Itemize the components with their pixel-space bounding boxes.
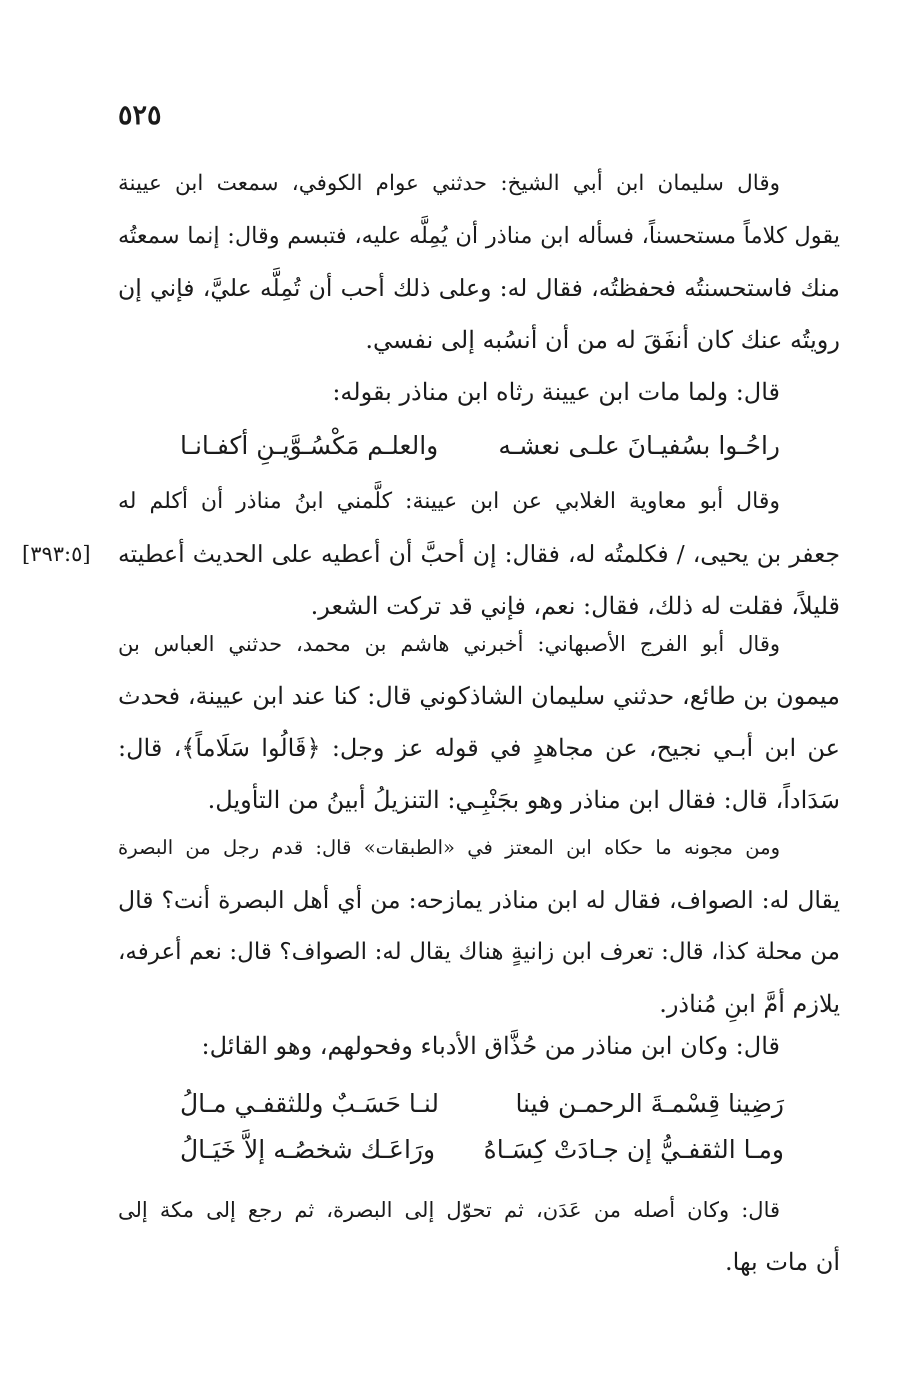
verse-hemistich: رَضِينا قِسْمـةَ الرحمـن فينا [515, 1089, 784, 1118]
text-line: ميمون بن طائع، حدثني سليمان الشاذكوني قال: كنا عند ابن عيينة، فحدث [118, 682, 840, 710]
verse-hemistich: ورَاعَـك شخصُـه إلاَّ خَيَـالُ [180, 1135, 436, 1164]
text-line: من محلة كذا، قال: تعرف ابن زانيةٍ هناك يقال له: الصواف؟ قال: نعم أعرفه، [118, 939, 840, 965]
paragraph-mujun [118, 822, 840, 1030]
verse-hemistich: راحُـوا بسُفيـانَ علـى نعشـه [498, 431, 780, 460]
verse-hemistich: ومـا الثقفـيُّ إن جـادَتْ كِسَـاهُ [483, 1135, 784, 1164]
text-line: وقال أبو معاوية الغلابي عن ابن عيينة: كلَّمني ابنُ مناذر أن أكلم له [118, 489, 780, 514]
verse-hemistich: لنـا حَسَـبٌ وللثقفـي مـالُ [180, 1089, 440, 1118]
text-line: سَدَاداً، قال: فقال ابن مناذر وهو بجَنْبِـي: التنزيلُ أبينُ من التأويل. [207, 786, 840, 814]
text-line: أن مات بها. [725, 1248, 840, 1276]
text-line: يلازم أمَّ ابنِ مُناذر. [659, 990, 840, 1018]
text-line: ومن مجونه ما حكاه ابن المعتز في «الطبقات» قال: قدم رجل من البصرة [118, 836, 780, 859]
text-line: قال: وكان أصله من عَدَن، ثم تحوّل إلى البصرة، ثم رجع إلى مكة إلى [118, 1198, 780, 1222]
text-line: قليلاً، فقلت له ذلك، فقال: نعم، فإني قد تركت الشعر. [310, 592, 840, 620]
paragraph-sulayman [118, 158, 840, 366]
margin-reference: [٣٩٣:٥] [22, 542, 91, 566]
text-line: جعفر بن يحيى، / فكلمتُه له، فقال: إن أحبَّ أن أعطيه على الحديث أعطيته [118, 540, 840, 568]
text-line: يقال له: الصواف، فقال له ابن مناذر يمازحه: من أي أهل البصرة أنت؟ قال [118, 886, 840, 914]
text-line: منك فاستحسنتُه فحفظتُه، فقال له: وعلى ذلك أحب أن تُمِلَّه عليَّ، فإني إن [118, 274, 840, 302]
paragraph-origin [118, 1184, 840, 1288]
paragraph-abu-muawiya [118, 476, 840, 632]
page-number: ٥٢٥ [118, 100, 162, 131]
text-line: وقال سليمان ابن أبي الشيخ: حدثني عوام الكوفي، سمعت ابن عيينة [118, 171, 780, 196]
paragraph-isfahani [118, 618, 840, 826]
verse-intro: قال: وكان ابن مناذر من حُذَّاق الأدباء وفحولهم، وهو القائل: [201, 1032, 780, 1060]
text-line: رويتُه عنك كان أنفَقَ له من أن أنسُبه إلى نفسي. [365, 326, 840, 354]
text-line: وقال أبو الفرج الأصبهاني: أخبرني هاشم بن محمد، حدثني العباس بن [118, 632, 780, 656]
text-line: يقول كلاماً مستحسناً، فسأله ابن مناذر أن يُمِلَّه عليه، فتبسم وقال: إنما سمعتُه [118, 223, 840, 249]
verse-hemistich: والعلـم مَكْسُـوَّيـنِ أكفـانـا [180, 431, 439, 460]
text-line: عن ابن أبـي نجيح، عن مجاهدٍ في قوله عز وجل: ﴿قَالُوا سَلَاماً﴾، قال: [118, 734, 840, 762]
verse-intro: قال: ولما مات ابن عيينة رثاه ابن مناذر بقوله: [332, 378, 780, 406]
